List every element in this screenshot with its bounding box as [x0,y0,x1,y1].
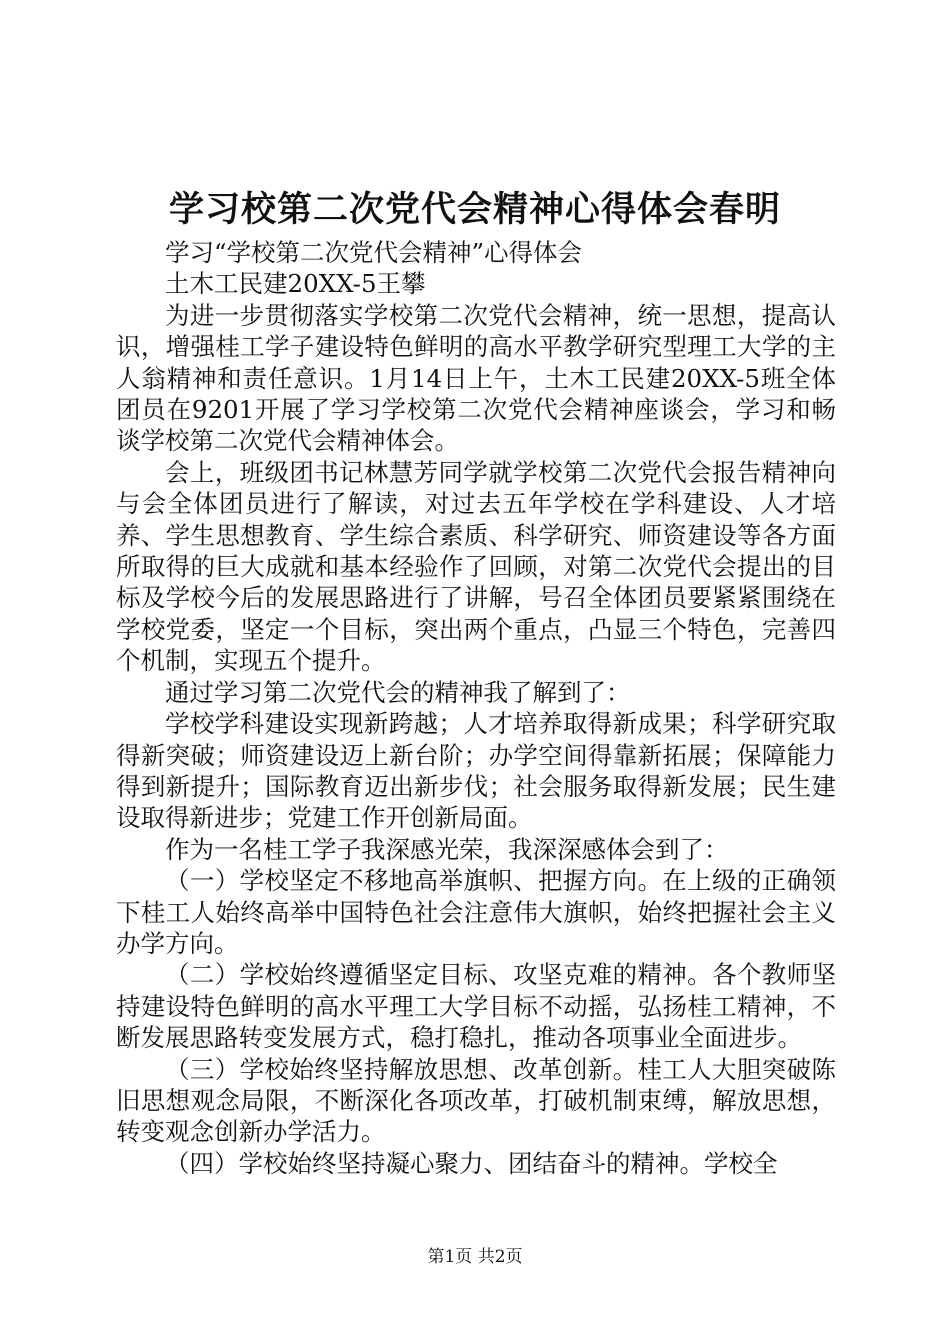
body-paragraph: （四）学校始终坚持凝心聚力、团结奋斗的精神。学校全 [165,1148,778,1178]
body-paragraph: 会上，班级团书记林慧芳同学就学校第二次党代会报告精神向与会全体团员进行了解读，对过去五年学校在学科建设、人才培养、学生思想教育、学生综合素质、科学研究、师资建设等各方面所取得的巨大成就和基本经验作了回顾，对第二次党代会提出的目标及学校今后的发展思路进行了讲解，号召全体团员要紧紧围绕在学校党委，坚定一个目标，突出两个重点，凸显三个特色，完善四个机制，实现五个提升。 [116,457,836,676]
author-line: 土木工民建20XX-5王攀 [165,269,426,299]
body-paragraph: 通过学习第二次党代会的精神我了解到了： [165,677,631,707]
body-paragraph: 为进一步贯彻落实学校第二次党代会精神，统一思想，提高认识，增强桂工学子建设特色鲜明的高水平教学研究型理工大学的主人翁精神和责任意识。1月14日上午，土木工民建20XX-5班全体团员在9201开展了学习学校第二次党代会精神座谈会，学习和畅谈学校第二次党代会精神体会。 [116,300,836,456]
subtitle-paragraph: 学习“学校第二次党代会精神”心得体会 [165,238,583,267]
page-number-footer: 第1页 共2页 [427,1247,523,1267]
body-paragraph: （二）学校始终遵循坚定目标、攻坚克难的精神。各个教师坚持建设特色鲜明的高水平理工大学目标不动摇，弘扬桂工精神，不断发展思路转变发展方式，稳打稳扎，推动各项事业全面进步。 [116,960,836,1053]
body-paragraph: （一）学校坚定不移地高举旗帜、把握方向。在上级的正确领下桂工人始终高举中国特色社会注意伟大旗帜，始终把握社会主义办学方向。 [116,866,836,958]
body-paragraph: 作为一名桂工学子我深感光荣，我深深感体会到了： [165,834,729,864]
body-paragraph: 学校学科建设实现新跨越；人才培养取得新成果；科学研究取得新突破；师资建设迈上新台阶；办学空间得靠新拓展；保障能力得到新提升；国际教育迈出新步伐；社会服务取得新发展；民生建设取得新进步；党建工作开创新局面。 [116,709,836,833]
document-title: 学习校第二次党代会精神心得体会春明 [168,190,781,230]
body-paragraph: （三）学校始终坚持解放思想、改革创新。桂工人大胆突破陈旧思想观念局限，不断深化各项改革，打破机制束缚，解放思想，转变观念创新办学活力。 [116,1054,836,1147]
document-body [116,237,836,1179]
